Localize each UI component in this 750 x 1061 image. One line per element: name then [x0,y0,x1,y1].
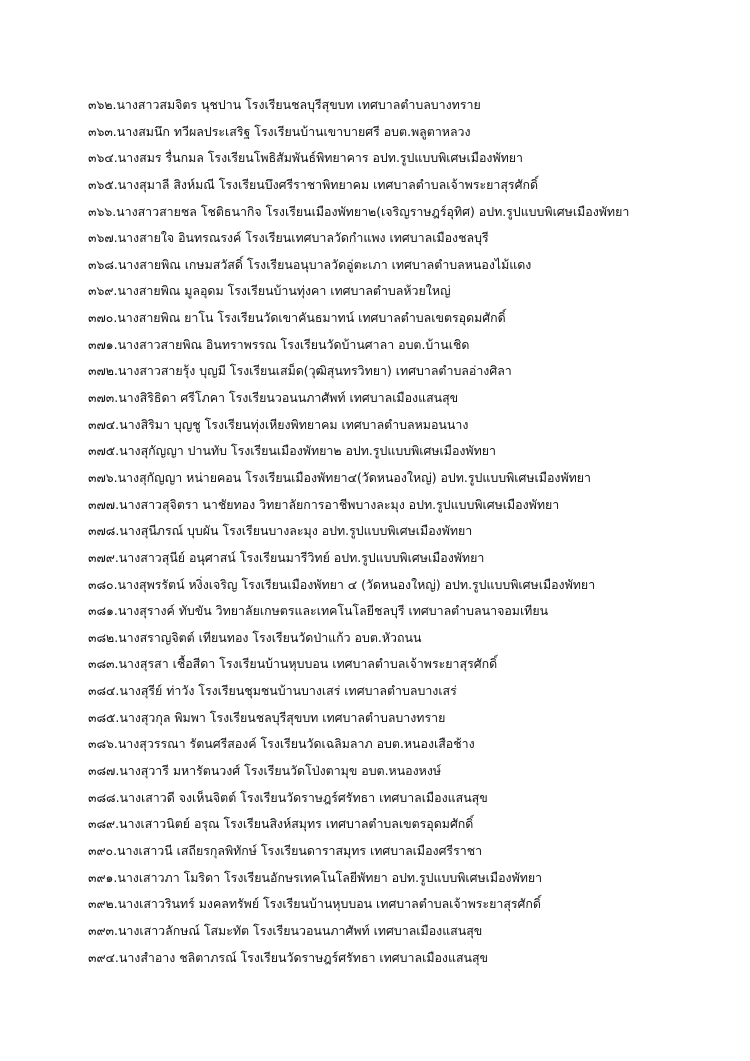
list-item: ๓๗๘.นางสุนีภรณ์ บุบผัน โรงเรียนบางละมุง อปท.รูปแบบพิเศษเมืองพัทยา [88,523,473,539]
list-item: ๓๙๐.นางเสาวนี เสถียรกุลพิทักษ์ โรงเรียนดาราสมุทร เทศบาลเมืองศรีราชา [88,842,483,858]
list-item: ๓๗๔.นางสิริมา บุญชู โรงเรียนทุ่งเหียงพิทยาคม เทศบาลตำบลหมอนนาง [88,416,469,432]
list-item: ๓๖๓.นางสมนึก ทวีผลประเสริฐ โรงเรียนบ้านเขาบายศรี อบต.พลูตาหลวง [88,123,471,139]
list-item: ๓๘๒.นางสราญจิตต์ เทียนทอง โรงเรียนวัดป่าแก้ว อบต.หัวถนน [88,629,422,645]
list-item: ๓๙๒.นางเสาวรินทร์ มงคลทรัพย์ โรงเรียนบ้านหุบบอน เทศบาลตำบลเจ้าพระยาสุรศักดิ์ [88,896,541,912]
list-item: ๓๘๗.นางสุวารี มหารัตนวงศ์ โรงเรียนวัดโป่งตามุข อบต.หนองหงษ์ [88,763,442,779]
list-item: ๓๗๗.นางสาวสุจิตรา นาชัยทอง วิทยาลัยการอาชีพบางละมุง อปท.รูปแบบพิเศษเมืองพัทยา [88,496,560,512]
list-item: ๓๖๖.นางสาวสายชล โชติธนากิจ โรงเรียนเมืองพัทยา๒(เจริญราษฎร์อุทิศ) อปท.รูปแบบพิเศษเมืองพัทยา [88,203,630,219]
list-item: ๓๘๔.นางสุรีย์ ท่าวัง โรงเรียนชุมชนบ้านบางเสร่ เทศบาลตำบลบางเสร่ [88,683,457,699]
list-item: ๓๗๓.นางสิริธิดา ศรีโภคา โรงเรียนวอนนภาศัพท์ เทศบาลเมืองแสนสุข [88,390,459,406]
list-item: ๓๖๒.นางสาวสมจิตร นุชปาน โรงเรียนชลบุรีสุขบท เทศบาลตำบลบางทราย [88,97,481,112]
list-item: ๓๗๖.นางสุกัญญา หน่ายคอน โรงเรียนเมืองพัทยา๔(วัดหนองใหญ่) อปท.รูปแบบพิเศษเมืองพัทยา [88,469,591,485]
list-item: ๓๖๕.นางสุมาลี สิงห์มณี โรงเรียนบึงศรีราชาพิทยาคม เทศบาลตำบลเจ้าพระยาสุรศักดิ์ [88,176,539,192]
list-item: ๓๗๑.นางสาวสายพิณ อินทราพรรณ โรงเรียนวัดบ้านศาลา อบต.บ้านเชิด [88,336,470,352]
list-item: ๓๖๔.นางสมร รื่นกมล โรงเรียนโพธิสัมพันธ์พิทยาคาร อปท.รูปแบบพิเศษเมืองพัทยา [88,150,524,166]
list-item: ๓๖๘.นางสายพิณ เกษมสวัสดิ์ โรงเรียนอนุบาลวัดอู่ตะเภา เทศบาลตำบลหนองไม้แดง [88,256,532,272]
list-item: ๓๙๔.นางสำอาง ชลิตาภรณ์ โรงเรียนวัดราษฎร์ศรัทธา เทศบาลเมืองแสนสุข [88,949,489,965]
list-item: ๓๗๕.นางสุกัญญา ปานทับ โรงเรียนเมืองพัทยา๒ อปท.รูปแบบพิเศษเมืองพัทยา [88,443,496,459]
list-item: ๓๘๙.นางเสาวนิตย์ อรุณ โรงเรียนสิงห์สมุทร เทศบาลตำบลเขตรอุดมศักดิ์ [88,816,474,832]
list-item: ๓๘๕.นางสุวกุล พิมพา โรงเรียนชลบุรีสุขบท เทศบาลตำบลบางทราย [88,709,446,725]
list-item: ๓๙๑.นางเสาวภา โมริดา โรงเรียนอักษรเทคโนโลยีพัทยา อปท.รูปแบบพิเศษเมืองพัทยา [88,869,543,885]
list-item: ๓๘๐.นางสุพรรัตน์ หงิ่งเจริญ โรงเรียนเมืองพัทยา ๔ (วัดหนองใหญ่) อปท.รูปแบบพิเศษเมืองพัทยา [88,576,596,592]
list-item: ๓๘๘.นางเสาวดี จงเห็นจิตต์ โรงเรียนวัดราษฎร์ศรัทธา เทศบาลเมืองแสนสุข [88,789,488,805]
list-item: ๓๗๐.นางสายพิณ ยาโน โรงเรียนวัดเขาคันธมาทน์ เทศบาลตำบลเขตรอุดมศักดิ์ [88,310,506,326]
list-item: ๓๘๖.นางสุวรรณา รัตนศรีสองค์ โรงเรียนวัดเฉลิมลาภ อบต.หนองเสือช้าง [88,736,475,752]
list-item: ๓๘๑.นางสุรางค์ ทับขัน วิทยาลัยเกษตรและเทคโนโลยีชลบุรี เทศบาลตำบลนาจอมเทียน [88,603,549,619]
name-list [88,92,738,971]
list-item: ๓๖๙.นางสายพิณ มูลอุดม โรงเรียนบ้านทุ่งคา เทศบาลตำบลห้วยใหญ่ [88,283,451,299]
list-item: ๓๘๓.นางสุรสา เชื้อสีดา โรงเรียนบ้านหุบบอน เทศบาลตำบลเจ้าพระยาสุรศักดิ์ [88,656,498,672]
list-item: ๓๗๙.นางสาวสุนีย์ อนุศาสน์ โรงเรียนมารีวิทย์ อปท.รูปแบบพิเศษเมืองพัทยา [88,549,485,565]
list-item: ๓๙๓.นางเสาวลักษณ์ โสมะทัต โรงเรียนวอนนภาศัพท์ เทศบาลเมืองแสนสุข [88,922,483,938]
list-item: ๓๖๗.นางสายใจ อินทรณรงค์ โรงเรียนเทศบาลวัดกำแพง เทศบาลเมืองชลบุรี [88,230,489,246]
list-item: ๓๗๒.นางสาวสายรุ้ง บุญมี โรงเรียนเสม็ด(วุฒิสุนทรวิทยา) เทศบาลตำบลอ่างศิลา [88,363,512,379]
